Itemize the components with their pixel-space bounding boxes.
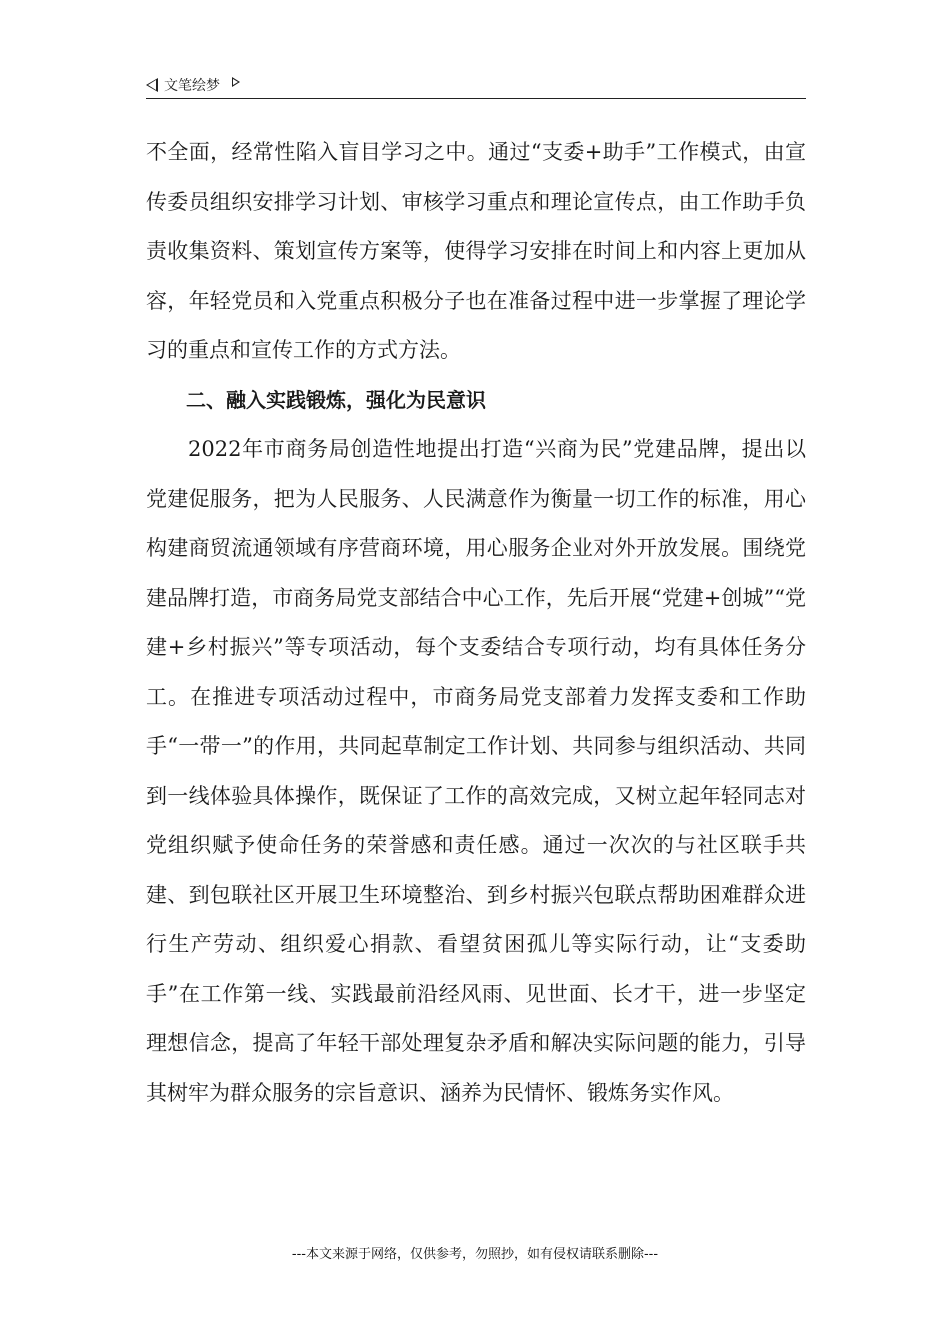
document-body xyxy=(146,128,806,1118)
header-brand xyxy=(146,74,240,96)
brand-name: 文笔绘梦 xyxy=(164,78,220,94)
triangle-right-icon xyxy=(232,77,240,87)
section-heading: 二、融入实践锻炼，强化为民意识 xyxy=(186,387,486,412)
footer-disclaimer: ---本文来源于网络，仅供参考，勿照抄，如有侵权请联系删除--- xyxy=(291,1247,659,1262)
triangle-left-icon xyxy=(146,78,158,92)
page-header xyxy=(146,72,806,99)
paragraph-continuation: 不全面，经常性陷入盲目学习之中。通过“支委+助手”工作模式，由宣传委员组织安排学习计划、审核学习重点和理论宣传点，由工作助手负责收集资料、策划宣传方案等，使得学习安排在时间上和内容上更加从容，年轻党员和入党重点积极分子也在准备过程中进一步掌握了理论学习的重点和宣传工作的方式方法。 xyxy=(146,140,806,362)
paragraph-section-two: 2022年市商务局创造性地提出打造“兴商为民”党建品牌，提出以党建促服务，把为人民服务、人民满意作为衡量一切工作的标准，用心构建商贸流通领域有序营商环境，用心服务企业对外开放发展。围绕党建品牌打造，市商务局党支部结合中心工作，先后开展“党建+创城”“党建+乡村振兴”等专项活动，每个支委结合专项行动，均有具体任务分工。在推进专项活动过程中，市商务局党支部着力发挥支委和工作助手“一带一”的作用，共同起草制定工作计划、共同参与组织活动、共同到一线体验具体操作，既保证了工作的高效完成，又树立起年轻同志对党组织赋予使命任务的荣誉感和责任感。通过一次次的与社区联手共建、到包联社区开展卫生环境整治、到乡村振兴包联点帮助困难群众进行生产劳动、组织爱心捐款、看望贫困孤儿等实际行动，让“支委助手”在工作第一线、实践最前沿经风雨、见世面、长才干，进一步坚定理想信念，提高了年轻干部处理复杂矛盾和解决实际问题的能力，引导其树牢为群众服务的宗旨意识、涵养为民情怀、锻炼务实作风。 xyxy=(146,437,806,1105)
